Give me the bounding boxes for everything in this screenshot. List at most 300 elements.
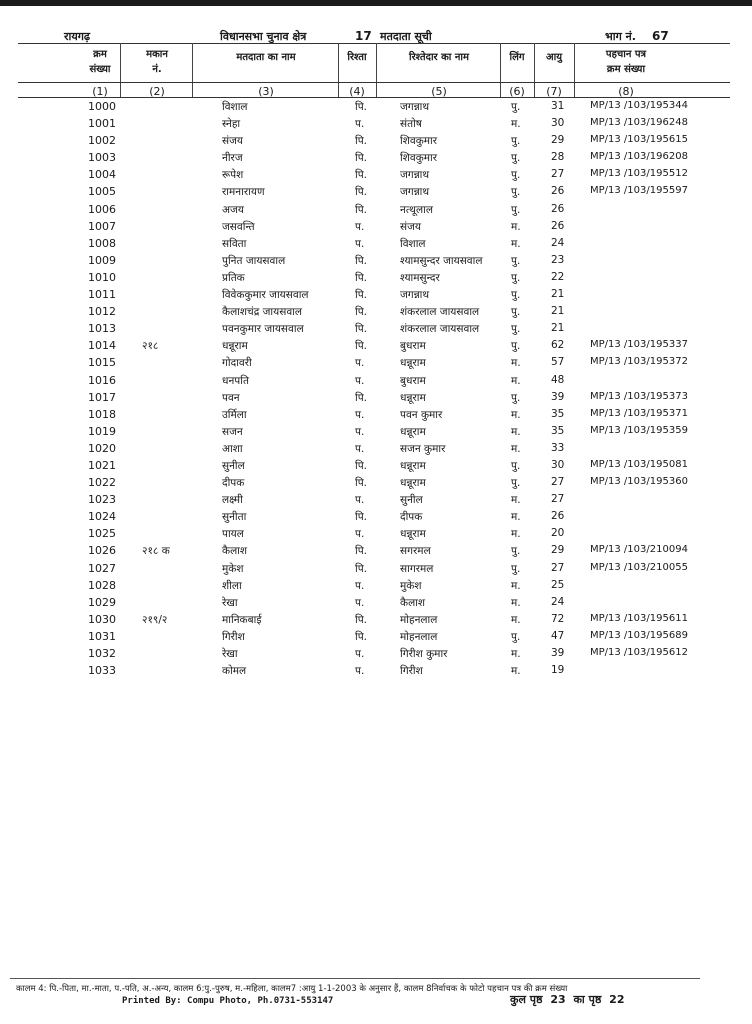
relation: पि. xyxy=(355,306,368,319)
table-row xyxy=(0,270,752,287)
age: 28 xyxy=(551,151,565,164)
gender: पु. xyxy=(511,271,521,284)
age: 57 xyxy=(551,356,565,369)
printer-credit: Printed By: Compu Photo, Ph.0731-553147 xyxy=(122,996,334,1006)
relative-name: शंकरलाल जायसवाल xyxy=(400,306,480,319)
voter-name: सजन xyxy=(222,425,243,438)
col-divider xyxy=(192,43,193,97)
table-row xyxy=(0,509,752,526)
age: 30 xyxy=(551,458,565,471)
relative-name: गिरीश xyxy=(400,665,423,678)
age: 35 xyxy=(551,407,565,420)
serial-number: 1017 xyxy=(88,390,116,404)
serial-number: 1001 xyxy=(88,117,116,131)
table-row xyxy=(0,304,752,321)
col-number: (8) xyxy=(618,85,634,98)
relation: प. xyxy=(355,442,365,455)
voter-name: मानिकबाई xyxy=(222,613,262,626)
table-row xyxy=(0,578,752,595)
gender: पु. xyxy=(511,289,521,302)
relation: पि. xyxy=(355,152,368,165)
voter-name: पवनकुमार जायसवाल xyxy=(222,323,304,336)
relative-name: श्यामसुन्दर xyxy=(400,271,440,284)
gender: पु. xyxy=(511,186,521,199)
age: 22 xyxy=(551,270,565,283)
col-number: (6) xyxy=(509,85,525,98)
voter-name: धनपति xyxy=(222,374,249,387)
gender: पु. xyxy=(511,562,521,575)
gender: पु. xyxy=(511,135,521,148)
epic-number: MP/13 /103/196208 xyxy=(590,151,688,163)
age: 21 xyxy=(551,288,565,301)
relative-name: शिवकुमार xyxy=(400,152,438,165)
col-header-house-line2: नं. xyxy=(152,64,162,75)
relation: प. xyxy=(355,579,365,592)
age: 29 xyxy=(551,544,565,557)
relative-name: धन्नूराम xyxy=(400,425,426,438)
table-row xyxy=(0,441,752,458)
table-row xyxy=(0,253,752,270)
voter-name: रेखा xyxy=(222,648,238,660)
gender: पु. xyxy=(511,459,521,472)
serial-number: 1030 xyxy=(88,612,116,626)
relation: पि. xyxy=(355,323,368,336)
serial-number: 1020 xyxy=(88,441,116,455)
serial-number: 1012 xyxy=(88,305,116,319)
relative-name: धन्नूराम xyxy=(400,528,426,541)
relation: पि. xyxy=(355,254,368,267)
col-number: (5) xyxy=(431,85,447,98)
serial-number: 1009 xyxy=(88,253,116,267)
header-rule-top xyxy=(18,43,730,44)
relative-name: धन्नूराम xyxy=(400,459,426,472)
serial-number: 1022 xyxy=(88,476,116,490)
relation: पि. xyxy=(355,340,368,353)
age: 26 xyxy=(551,510,565,523)
epic-number: MP/13 /103/195597 xyxy=(590,185,688,197)
col-header-age: आयु xyxy=(545,52,563,63)
relation: प. xyxy=(355,357,365,370)
relative-name: शिवकुमार xyxy=(400,135,438,148)
voter-name: रामनारायण xyxy=(222,186,265,199)
table-row xyxy=(0,526,752,543)
relation: पि. xyxy=(355,459,368,472)
serial-number: 1010 xyxy=(88,270,116,284)
total-pages: 23 xyxy=(550,993,566,1006)
relative-name: धन्नूराम xyxy=(400,357,426,370)
relative-name: बुधराम xyxy=(400,374,426,387)
age: 23 xyxy=(551,253,565,266)
age: 24 xyxy=(551,236,565,249)
table-row xyxy=(0,202,752,219)
relative-name: जगन्नाथ xyxy=(400,101,430,113)
voter-name: मुकेश xyxy=(222,562,244,575)
relation: प. xyxy=(355,408,365,421)
gender: पु. xyxy=(511,340,521,353)
age: 26 xyxy=(551,202,565,215)
col-header-gender: लिंग xyxy=(509,52,525,63)
relative-name: बुधराम xyxy=(400,340,426,353)
col-number: (1) xyxy=(92,85,108,98)
age: 27 xyxy=(551,168,565,181)
col-header-relative-name: रिश्तेदार का नाम xyxy=(409,52,469,63)
relation: पि. xyxy=(355,101,368,113)
gender: म. xyxy=(511,442,521,455)
serial-number: 1029 xyxy=(88,595,116,609)
col-header-epic-line1: पहचान पत्र xyxy=(605,49,647,60)
gender: म. xyxy=(511,579,521,592)
relative-name: मोहनलाल xyxy=(400,613,438,626)
house-number: २१८ xyxy=(142,340,159,353)
age: 20 xyxy=(551,527,565,540)
age: 33 xyxy=(551,441,565,454)
gender: पु. xyxy=(511,630,521,643)
serial-number: 1004 xyxy=(88,168,116,182)
relation: पि. xyxy=(355,391,368,404)
table-row xyxy=(0,612,752,629)
page-number: 22 xyxy=(609,993,625,1006)
age: 27 xyxy=(551,561,565,574)
col-number: (4) xyxy=(349,85,365,98)
age: 30 xyxy=(551,117,565,130)
gender: म. xyxy=(511,220,521,233)
serial-number: 1000 xyxy=(88,100,116,113)
relation: पि. xyxy=(355,186,368,199)
voter-name: प्रतिक xyxy=(222,271,245,284)
table-row xyxy=(0,475,752,492)
serial-number: 1006 xyxy=(88,202,116,216)
gender: म. xyxy=(511,511,521,524)
gender: म. xyxy=(511,408,521,421)
voter-name: दीपक xyxy=(222,477,245,490)
serial-number: 1023 xyxy=(88,493,116,507)
voter-name: गिरीश xyxy=(222,630,245,643)
epic-number: MP/13 /103/195373 xyxy=(590,390,688,402)
table-row xyxy=(0,99,752,116)
house-number: २१९/२ xyxy=(142,613,168,626)
relation: पि. xyxy=(355,511,368,524)
table-row xyxy=(0,595,752,612)
gender: पु. xyxy=(511,545,521,558)
relative-name: सजन कुमार xyxy=(400,442,446,455)
relative-name: मुकेश xyxy=(400,579,422,592)
relative-name: दीपक xyxy=(400,511,423,524)
voter-name: पवन xyxy=(222,391,240,404)
gender: म. xyxy=(511,494,521,507)
epic-number: MP/13 /103/195359 xyxy=(590,424,688,436)
voter-name: सुनील xyxy=(222,459,245,472)
table-row xyxy=(0,543,752,560)
gender: म. xyxy=(511,425,521,438)
col-number: (7) xyxy=(546,85,562,98)
relative-name: गिरीश कुमार xyxy=(400,648,448,660)
age: 27 xyxy=(551,476,565,489)
age: 39 xyxy=(551,390,565,403)
col-header-relation: रिश्ता xyxy=(347,52,367,63)
age: 39 xyxy=(551,647,565,659)
serial-number: 1027 xyxy=(88,561,116,575)
relative-name: कैलाश xyxy=(400,596,426,609)
gender: म. xyxy=(511,665,521,678)
relative-name: जगन्नाथ xyxy=(400,169,430,182)
voter-name: पायल xyxy=(222,528,244,541)
serial-number: 1026 xyxy=(88,544,116,558)
serial-number: 1015 xyxy=(88,356,116,370)
voter-name: सविता xyxy=(222,237,247,250)
gender: पु. xyxy=(511,203,521,216)
relation: प. xyxy=(355,648,365,660)
serial-number: 1011 xyxy=(88,288,116,302)
assembly-number: 17 xyxy=(355,29,372,43)
table-row xyxy=(0,150,752,167)
col-number: (3) xyxy=(258,85,274,98)
age: 35 xyxy=(551,424,565,437)
relation: पि. xyxy=(355,477,368,490)
table-row xyxy=(0,646,752,663)
col-number: (2) xyxy=(149,85,165,98)
voter-name: सुनीता xyxy=(222,511,247,524)
total-pages-label: कुल पृष्ठ xyxy=(510,993,543,1006)
epic-number: MP/13 /103/210055 xyxy=(590,561,688,573)
page-of-label: का पृष्ठ xyxy=(573,993,602,1006)
serial-number: 1008 xyxy=(88,236,116,250)
serial-number: 1019 xyxy=(88,424,116,438)
table-row xyxy=(0,236,752,253)
relative-name: जगन्नाथ xyxy=(400,186,430,199)
relative-name: सागरमल xyxy=(400,562,434,575)
col-header-house xyxy=(122,47,192,77)
col-divider xyxy=(574,43,575,97)
page-footer xyxy=(0,976,752,1024)
gender: पु. xyxy=(511,306,521,319)
col-header-epic xyxy=(576,47,676,77)
district-name: रायगढ़ xyxy=(64,30,91,43)
col-divider xyxy=(376,43,377,97)
gender: म. xyxy=(511,357,521,370)
table-row xyxy=(0,629,752,646)
table-row xyxy=(0,133,752,150)
voter-name: धन्नूराम xyxy=(222,340,248,353)
epic-number: MP/13 /103/195081 xyxy=(590,458,688,470)
serial-number: 1024 xyxy=(88,510,116,524)
table-row xyxy=(0,338,752,355)
col-header-epic-line2: क्रम संख्या xyxy=(606,64,646,75)
gender: म. xyxy=(511,374,521,387)
gender: म. xyxy=(511,613,521,626)
gender: पु. xyxy=(511,101,521,113)
table-row xyxy=(0,219,752,236)
gender: पु. xyxy=(511,391,521,404)
relation: पि. xyxy=(355,271,368,284)
relative-name: श्यामसुन्दर जायसवाल xyxy=(400,254,483,267)
relation: प. xyxy=(355,528,365,541)
table-row xyxy=(0,663,752,680)
relative-name: सगरमल xyxy=(400,545,431,558)
assembly-label: विधानसभा चुनाव क्षेत्र xyxy=(220,30,307,43)
serial-number: 1032 xyxy=(88,647,116,660)
epic-number: MP/13 /103/195512 xyxy=(590,168,688,180)
epic-number: MP/13 /103/195360 xyxy=(590,476,688,488)
serial-number: 1014 xyxy=(88,339,116,353)
table-row xyxy=(0,407,752,424)
voter-table-body xyxy=(0,99,752,680)
gender: म. xyxy=(511,528,521,541)
relative-name: सुनील xyxy=(400,494,423,507)
table-row xyxy=(0,373,752,390)
voter-name: अजय xyxy=(222,203,244,216)
age: 72 xyxy=(551,612,565,625)
serial-number: 1033 xyxy=(88,664,116,678)
epic-number: MP/13 /103/195372 xyxy=(590,356,688,368)
serial-number: 1016 xyxy=(88,373,116,387)
serial-number: 1028 xyxy=(88,578,116,592)
serial-number: 1007 xyxy=(88,219,116,233)
relation: पि. xyxy=(355,613,368,626)
voter-name: उर्मिला xyxy=(222,408,247,421)
gender: पु. xyxy=(511,169,521,182)
relative-name: पवन कुमार xyxy=(400,408,443,421)
relation: पि. xyxy=(355,203,368,216)
voter-name: रूपेश xyxy=(222,169,244,182)
relative-name: नत्थूलाल xyxy=(400,203,433,216)
relation: प. xyxy=(355,237,365,250)
voter-name: विशाल xyxy=(222,101,248,113)
relation: पि. xyxy=(355,289,368,302)
table-row xyxy=(0,492,752,509)
relation: पि. xyxy=(355,545,368,558)
table-row xyxy=(0,321,752,338)
table-row xyxy=(0,458,752,475)
col-header-serial xyxy=(70,47,130,77)
gender: पु. xyxy=(511,254,521,267)
voter-name: स्नेहा xyxy=(222,118,241,131)
age: 29 xyxy=(551,134,565,147)
col-header-house-line1: मकान xyxy=(146,49,168,60)
relation: प. xyxy=(355,425,365,438)
serial-number: 1003 xyxy=(88,151,116,165)
relation: प. xyxy=(355,220,365,233)
gender: म. xyxy=(511,596,521,609)
voter-name: नीरज xyxy=(222,152,243,165)
relative-name: शंकरलाल जायसवाल xyxy=(400,323,480,336)
gender: पु. xyxy=(511,323,521,336)
relation: प. xyxy=(355,596,365,609)
epic-number: MP/13 /103/196248 xyxy=(590,117,688,129)
col-header-serial-line1: क्रम xyxy=(93,49,107,60)
relative-name: संजय xyxy=(400,220,421,233)
serial-number: 1025 xyxy=(88,527,116,541)
epic-number: MP/13 /103/195611 xyxy=(590,612,688,624)
age: 47 xyxy=(551,629,565,642)
relation: पि. xyxy=(355,169,368,182)
gender: म. xyxy=(511,118,521,131)
voter-list-page xyxy=(0,6,752,1024)
age: 31 xyxy=(551,100,565,112)
gender: म. xyxy=(511,648,521,660)
age: 21 xyxy=(551,322,565,335)
relation: प. xyxy=(355,118,365,131)
voter-name: रेखा xyxy=(222,596,238,609)
age: 26 xyxy=(551,185,565,198)
serial-number: 1005 xyxy=(88,185,116,199)
epic-number: MP/13 /103/210094 xyxy=(590,544,688,556)
relation: प. xyxy=(355,374,365,387)
age: 21 xyxy=(551,305,565,318)
age: 48 xyxy=(551,373,565,386)
relative-name: जगन्नाथ xyxy=(400,289,430,302)
relative-name: विशाल xyxy=(400,237,426,250)
voter-name: लक्ष्मी xyxy=(222,494,243,507)
page-count xyxy=(510,992,628,1007)
epic-number: MP/13 /103/195689 xyxy=(590,629,688,641)
table-row xyxy=(0,167,752,184)
voter-name: कैलाश xyxy=(222,545,248,558)
serial-number: 1002 xyxy=(88,134,116,148)
header-rule-bottom xyxy=(18,97,730,98)
voter-name: शीला xyxy=(222,579,242,592)
part-label: भाग नं. xyxy=(605,30,636,43)
voter-name: संजय xyxy=(222,135,243,148)
age: 62 xyxy=(551,339,565,352)
footer-legend: कालम 4: पि.-पिता, मा.-माता, प.-पति, अ.-अन्य, कालम 6:पु.-पुरुष, म.-महिला, कालम7 :आयु 1-1-2003 के अनुसार हैं, कालम 8निर्वाचक के फोटो पहचान पत्र की क्रम संख्या xyxy=(16,984,568,994)
footer-rule xyxy=(10,978,700,979)
serial-number: 1031 xyxy=(88,629,116,643)
age: 24 xyxy=(551,595,565,608)
epic-number: MP/13 /103/195337 xyxy=(590,339,688,351)
table-row xyxy=(0,561,752,578)
relation: पि. xyxy=(355,135,368,148)
serial-number: 1021 xyxy=(88,458,116,472)
age: 27 xyxy=(551,493,565,506)
voter-name: गोदावरी xyxy=(222,357,252,370)
table-row xyxy=(0,287,752,304)
relation: प. xyxy=(355,494,365,507)
age: 26 xyxy=(551,219,565,232)
table-row xyxy=(0,390,752,407)
table-row xyxy=(0,184,752,201)
table-row xyxy=(0,116,752,133)
epic-number: MP/13 /103/195371 xyxy=(590,407,688,419)
serial-number: 1018 xyxy=(88,407,116,421)
table-row xyxy=(0,424,752,441)
voter-name: पुनित जायसवाल xyxy=(222,254,286,267)
age: 19 xyxy=(551,664,565,677)
table-row xyxy=(0,355,752,372)
epic-number: MP/13 /103/195344 xyxy=(590,100,688,111)
relative-name: धन्नूराम xyxy=(400,391,426,404)
relative-name: मोहनलाल xyxy=(400,630,438,643)
col-header-voter-name: मतदाता का नाम xyxy=(236,52,296,63)
relation: पि. xyxy=(355,630,368,643)
gender: पु. xyxy=(511,477,521,490)
relation: प. xyxy=(355,665,365,678)
voter-name: कैलाशचंद्र जायसवाल xyxy=(222,306,302,319)
voter-name: जसवन्ति xyxy=(222,220,255,233)
part-number: 67 xyxy=(652,29,669,43)
age: 25 xyxy=(551,578,565,591)
serial-number: 1013 xyxy=(88,322,116,336)
relative-name: संतोष xyxy=(400,118,422,131)
relative-name: धन्नूराम xyxy=(400,477,426,490)
house-number: २१८ क xyxy=(142,545,170,558)
epic-number: MP/13 /103/195615 xyxy=(590,134,688,146)
voter-name: आशा xyxy=(222,442,243,455)
voter-name: विवेककुमार जायसवाल xyxy=(222,289,309,302)
relation: पि. xyxy=(355,562,368,575)
list-title: मतदाता सूची xyxy=(380,30,432,43)
gender: पु. xyxy=(511,152,521,165)
voter-name: कोमल xyxy=(222,665,247,678)
